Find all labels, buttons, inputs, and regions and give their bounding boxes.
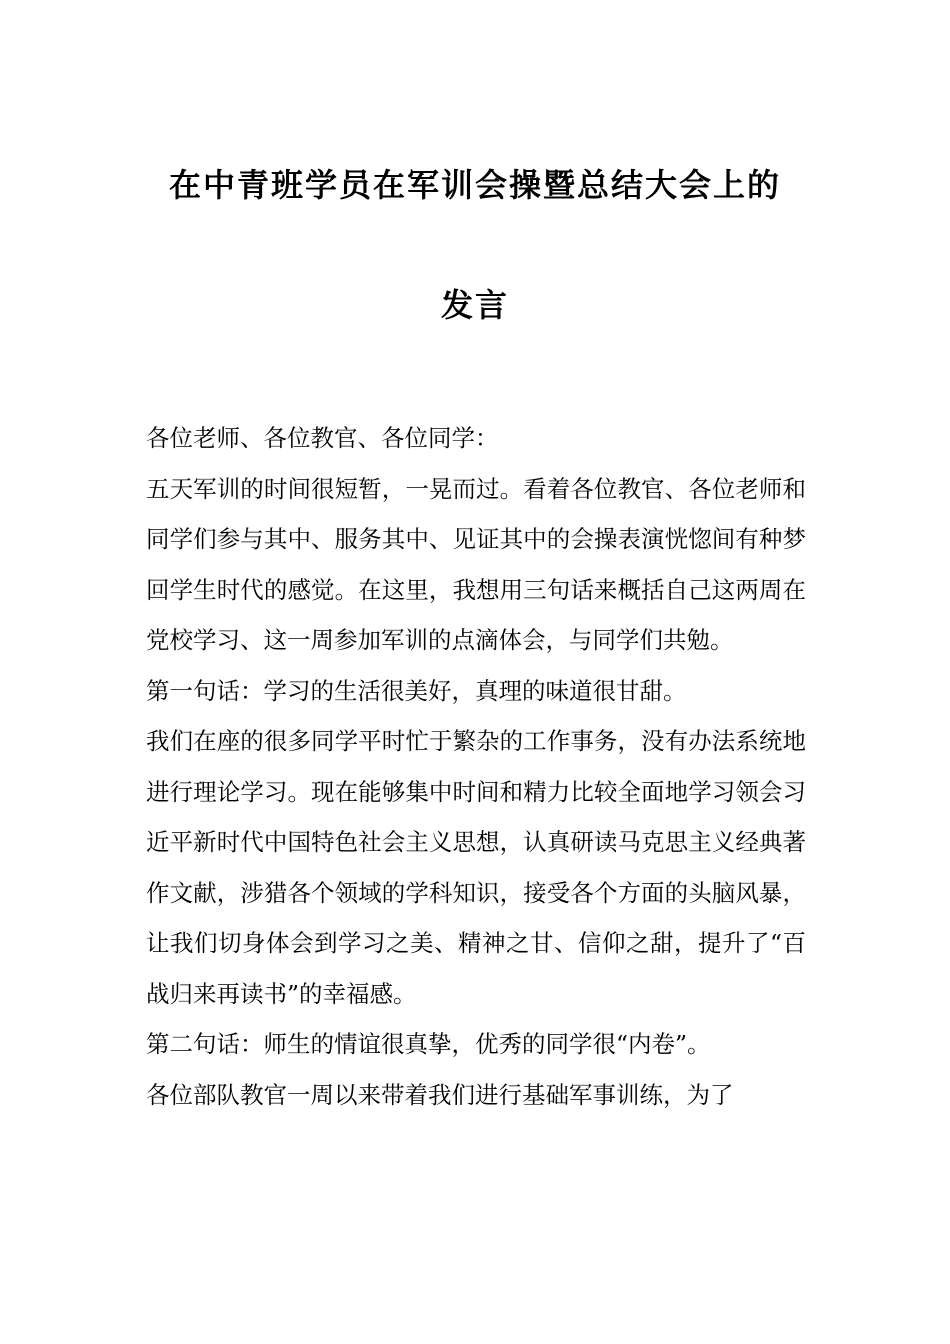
document-body	[146, 413, 806, 1120]
paragraph-intro: 五天军训的时间很短暂，一晃而过。看着各位教官、各位老师和同学们参与其中、服务其中、见证其中的会操表演恍惚间有种梦回学生时代的感觉。在这里，我想用三句话来概括自己这两周在党校学习、这一周参加军训的点滴体会，与同学们共勉。	[146, 474, 806, 654]
document-title-line-1: 在中青班学员在军训会操暨总结大会上的	[168, 166, 781, 204]
document-title-line-2: 发言	[440, 286, 509, 324]
heading-first-point: 第一句话：学习的生活很美好，真理的味道很甘甜。	[146, 676, 687, 705]
salutation: 各位老师、各位教官、各位同学：	[146, 424, 499, 452]
paragraph-second-point: 各位部队教官一周以来带着我们进行基础军事训练，为了	[146, 1080, 734, 1109]
paragraph-first-point: 我们在座的很多同学平时忙于繁杂的工作事务，没有办法系统地进行理论学习。现在能够集中时间和精力比较全面地学习领会习近平新时代中国特色社会主义思想，认真研读马克思主义经典著作文献，涉猎各个领域的学科知识，接受各个方面的头脑风暴，让我们切身体会到学习之美、精神之甘、信仰之甜，提升了“百战归来再读书”的幸福感。	[146, 727, 806, 1008]
heading-second-point: 第二句话：师生的情谊很真挚，优秀的同学很“内卷”。	[146, 1030, 711, 1058]
